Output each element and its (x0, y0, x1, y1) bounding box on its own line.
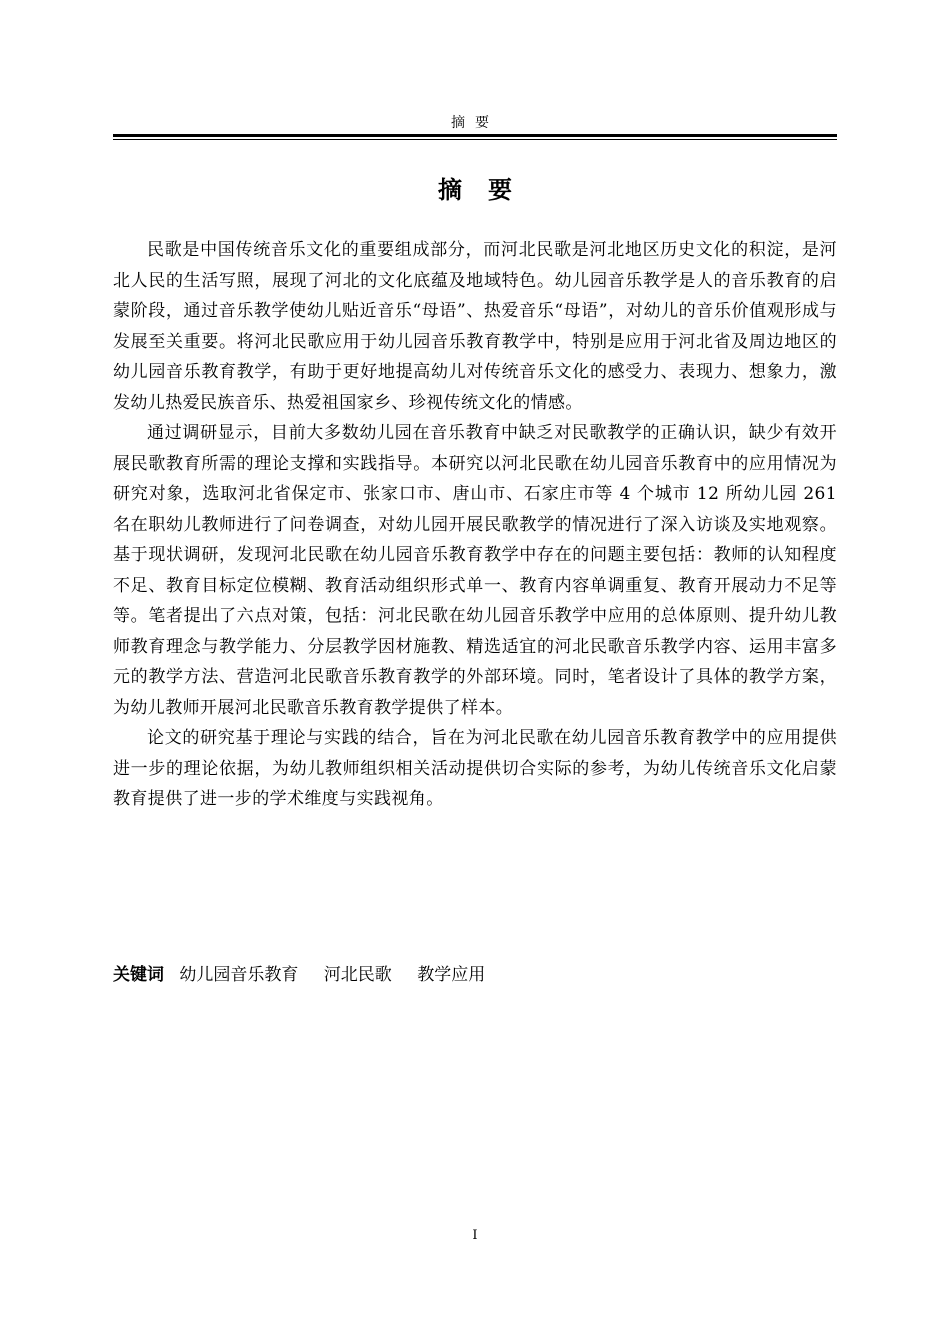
page-number: I (472, 1228, 478, 1243)
abstract-paragraph-3: 论文的研究基于理论与实践的结合，旨在为河北民歌在幼儿园音乐教育教学中的应用提供进一步的理论依据，为幼儿教师组织相关活动提供切合实际的参考，为幼儿传统音乐文化启蒙教育提供了进一步的学术维度与实践视角。 (113, 728, 837, 809)
keywords-label: 关键词 (113, 965, 164, 985)
abstract-paragraph-2: 通过调研显示，目前大多数幼儿园在音乐教育中缺乏对民歌教学的正确认识，缺少有效开展民歌教育所需的理论支撑和实践指导。本研究以河北民歌在幼儿园音乐教育中的应用情况为研究对象，选取河北省保定市、张家口市、唐山市、石家庄市等 4 个城市 12 所幼儿园 261 名在职幼儿教师进行了问卷调查，对幼儿园开展民歌教学的情况进行了深入访谈及实地观察。基于现状调研，发现河北民歌在幼儿园音乐教育教学中存在的问题主要包括：教师的认知程度不足、教育目标定位模糊、教育活动组织形式单一、教育内容单调重复、教育开展动力不足等等。笔者提出了六点对策，包括：河北民歌在幼儿园音乐教学中应用的总体原则、提升幼儿教师教育理念与教学能力、分层教学因材施教、精选适宜的河北民歌音乐教学内容、运用丰富多元的教学方法、营造河北民歌音乐教育教学的外部环境。同时，笔者设计了具体的教学方案，为幼儿教师开展河北民歌音乐教育教学提供了样本。 (113, 423, 837, 718)
abstract-paragraph-1: 民歌是中国传统音乐文化的重要组成部分，而河北民歌是河北地区历史文化的积淀，是河北人民的生活写照，展现了河北的文化底蕴及地域特色。幼儿园音乐教学是人的音乐教育的启蒙阶段，通过音乐教学使幼儿贴近音乐“母语”、热爱音乐“母语”，对幼儿的音乐价值观形成与发展至关重要。将河北民歌应用于幼儿园音乐教育教学中，特别是应用于河北省及周边地区的幼儿园音乐教育教学，有助于更好地提高幼儿对传统音乐文化的感受力、表现力、想象力，激发幼儿热爱民族音乐、热爱祖国家乡、珍视传统文化的情感。 (113, 240, 837, 413)
keywords-line (113, 961, 837, 989)
abstract-body (113, 235, 837, 815)
header-rule-thick (113, 134, 837, 137)
keyword-item: 河北民歌 (323, 965, 392, 985)
running-header: 摘要 (451, 115, 499, 131)
abstract-title: 摘要 (438, 176, 538, 204)
header-rule-thin (113, 139, 837, 140)
keyword-item: 幼儿园音乐教育 (179, 965, 299, 985)
keyword-item: 教学应用 (417, 965, 486, 985)
